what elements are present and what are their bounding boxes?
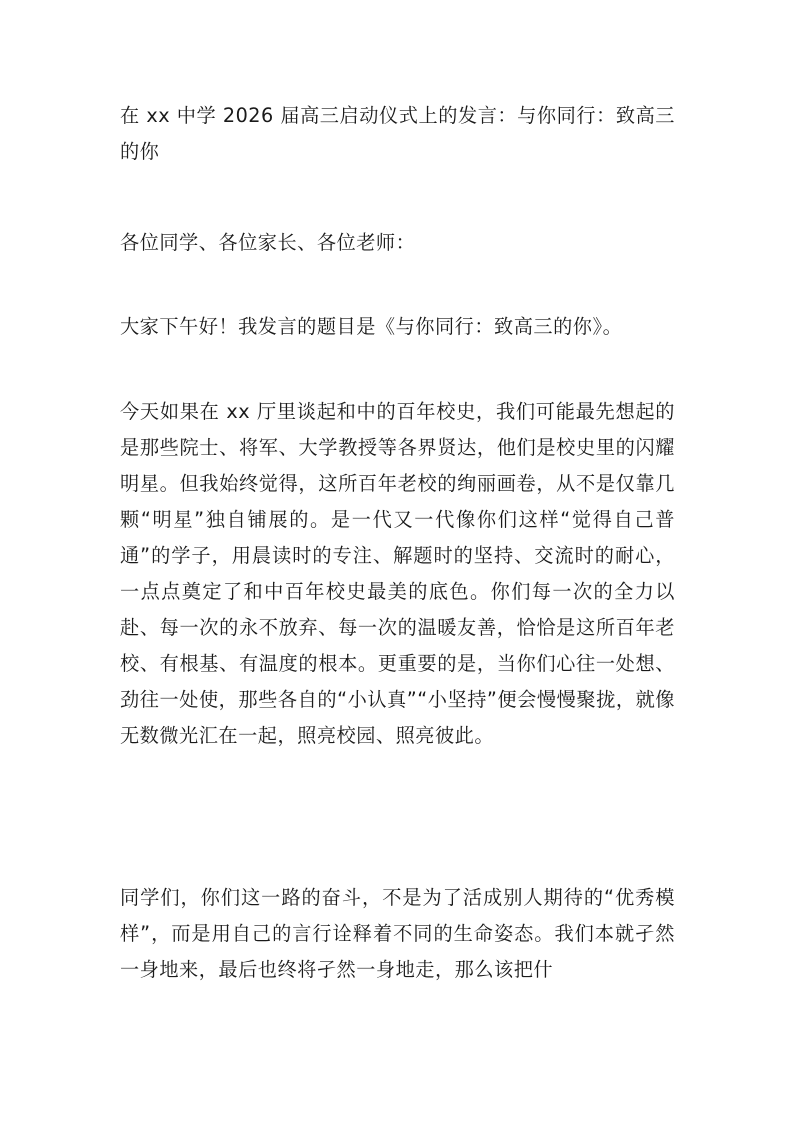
document-title: 在 xx 中学 2026 届高三启动仪式上的发言：与你同行：致高三的你 <box>120 104 675 163</box>
opening-line: 大家下午好！我发言的题目是《与你同行：致高三的你》。 <box>120 315 623 338</box>
body-paragraph: 同学们，你们这一路的奋斗，不是为了活成别人期待的“优秀模样”，而是用自己的言行诠释着不同的生命姿态。我们本就孑然一身地来，最后也终将孑然一身地走，那么该把什 <box>120 886 675 981</box>
body-paragraph: 今天如果在 xx 厅里谈起和中的百年校史，我们可能最先想起的是那些院士、将军、大学教授等各界贤达，他们是校史里的闪耀明星。但我始终觉得，这所百年老校的绚丽画卷，从不是仅靠几颗“明星”独自铺展的。是一代又一代像你们这样“觉得自己普通”的学子，用晨读时的专注、解题时的坚持、交流时的耐心，一点点奠定了和中百年校史最美的底色。你们每一次的全力以赴、每一次的永不放弃、每一次的温暖友善，恰恰是这所百年老校、有根基、有温度的根本。更重要的是，当你们心往一处想、劲往一处使，那些各自的“小认真”“小坚持”便会慢慢聚拢，就像无数微光汇在一起，照亮校园、照亮彼此。 <box>120 400 675 747</box>
salutation: 各位同学、各位家长、各位老师： <box>120 231 416 254</box>
